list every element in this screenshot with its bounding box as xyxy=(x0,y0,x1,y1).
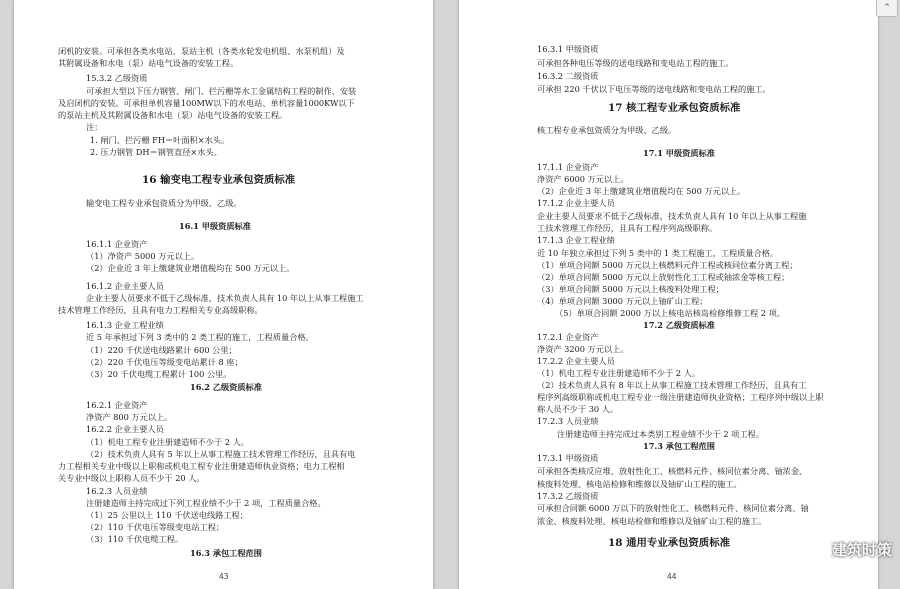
text-line: 注册建造师主持完成过本类别工程业绩不少于 2 项工程。 xyxy=(557,429,764,439)
text-line: 16.3.2 二级资质 xyxy=(537,71,599,81)
text-line: 及启闭机的安装。可承担单机容量100MW以下的水电站、单机容量1000KW以下 xyxy=(58,98,355,108)
section-heading: 18 通用专业承包资质标准 xyxy=(608,537,730,549)
text-line: （2）220 千伏电压等级变电站累计 8 座； xyxy=(86,357,243,367)
text-line: 17.1.1 企业资产 xyxy=(537,162,599,172)
document-page-right xyxy=(459,0,878,589)
text-line: 16.3.1 甲级资质 xyxy=(537,44,599,54)
text-line: 企业主要人员要求不低于乙级标准，技术负责人具有 10 年以上从事工程施 xyxy=(537,211,807,221)
text-line: 可承担大型以下压力钢管、闸门、拦污栅等水工金属结构工程的制作、安装 xyxy=(86,86,357,96)
scroll-top-button[interactable] xyxy=(876,0,898,17)
text-line: （2）技术负责人具有 5 年以上从事工程施工技术管理工作经历，且具有电 xyxy=(86,449,356,459)
text-line: 16.1.1 企业资产 xyxy=(86,239,148,249)
text-line: 16.1.2 企业主要人员 xyxy=(86,281,164,291)
text-line: 企业主要人员要求不低于乙级标准，技术负责人具有 10 年以上从事工程施工 xyxy=(86,293,364,303)
watermark-text: 建筑时策 xyxy=(831,541,892,559)
section-heading: 17 核工程专业承包资质标准 xyxy=(608,102,741,114)
text-line: 注： xyxy=(86,122,103,132)
text-line: 2. 压力钢管 DH＝钢管直径×水头。 xyxy=(90,147,222,157)
text-line: 可承担各类核反应堆、放射性化工、核燃料元件、核同位素分离、铀浓金、 xyxy=(537,466,808,476)
text-line: 净资产 6000 万元以上。 xyxy=(537,174,629,184)
section-heading: 17.2 乙级资质标准 xyxy=(643,320,715,330)
text-line: 力工程相关专业中级以上职称或机电工程专业注册建造师执业资格；电力工程相 xyxy=(58,461,345,471)
text-line: （1）机电工程专业注册建造师不少于 2 人。 xyxy=(537,368,700,378)
text-line: 技术管理工作经历，且具有电力工程相关专业高级职称。 xyxy=(58,305,263,315)
text-line: 注册建造师主持完成过下列工程业绩不少于 2 项，工程质量合格。 xyxy=(86,498,326,508)
text-line: 其附属设备和水电（泵）站电气设备的安装工程。 xyxy=(58,58,239,68)
text-line: 净资产 800 万元以上。 xyxy=(86,412,173,422)
text-line: 16.2.3 人员业绩 xyxy=(86,486,148,496)
section-heading: 16.3 承包工程范围 xyxy=(190,548,262,558)
text-line: （1）25 公里以上 110 千伏送电线路工程； xyxy=(86,510,248,520)
section-heading: 16 输变电工程专业承包资质标准 xyxy=(142,174,296,186)
page-number: 44 xyxy=(667,572,677,581)
text-line: 可承担各种电压等级的送电线路和变电站工程的施工。 xyxy=(537,58,734,68)
text-line: （2）单项合同额 5000 万元以上放射性化工工程或铀浓金等核工程； xyxy=(537,272,790,282)
text-line: 16.1.3 企业工程业绩 xyxy=(86,320,164,330)
text-line: （5）单项合同额 2000 万以上核电站核岛检修维修工程 2 项。 xyxy=(555,308,785,318)
text-line: 的泵站主机及其附属设备和水电（泵）站电气设备的安装工程。 xyxy=(58,110,288,120)
text-line: 16.2.1 企业资产 xyxy=(86,400,148,410)
text-line: 17.2.3 人员业绩 xyxy=(537,416,599,426)
text-line: 程序列高级职称或机电工程专业一级注册建造师执业资格；工程序列中级以上职 xyxy=(537,392,824,402)
watermark xyxy=(808,539,892,560)
section-heading: 16.1 甲级资质标准 xyxy=(179,221,251,231)
text-line: （1）净资产 5000 万元以上。 xyxy=(86,251,200,261)
text-line: （2）110 千伏电压等级变电站工程； xyxy=(86,522,225,532)
text-line: （1）220 千伏送电线路累计 600 公里； xyxy=(86,345,237,355)
text-line: （1）单项合同额 5000 万元以上核燃料元件工程或核同位素分离工程； xyxy=(537,260,798,270)
text-line: 近 5 年承担过下列 3 类中的 2 类工程的施工，工程质量合格。 xyxy=(86,332,314,342)
text-line: 17.1.3 企业工程业绩 xyxy=(537,235,615,245)
page-content xyxy=(14,0,433,589)
text-line: 17.2.2 企业主要人员 xyxy=(537,356,615,366)
page-number: 43 xyxy=(219,572,229,581)
text-line: （1）机电工程专业注册建造师不少于 2 人。 xyxy=(86,437,249,447)
text-line: 核工程专业承包资质分为甲级、乙级。 xyxy=(537,125,677,135)
text-line: （2）技术负责人具有 8 年以上从事工程施工技术管理工作经历，且具有工 xyxy=(537,380,807,390)
text-line: 15.3.2 乙级资质 xyxy=(86,73,148,83)
text-line: （3）20 千伏电缆工程累计 100 公里。 xyxy=(86,369,232,379)
text-line: 17.3.1 甲级资质 xyxy=(537,453,599,463)
wechat-icon xyxy=(808,542,828,558)
text-line: 16.2.2 企业主要人员 xyxy=(86,424,164,434)
text-line: 闭机的安装。可承担各类水电站、泵站主机（各类水轮发电机组、水泵机组）及 xyxy=(58,46,345,56)
text-line: 输变电工程专业承包资质分为甲级、乙级。 xyxy=(86,198,242,208)
text-line: 称人员不少于 30 人。 xyxy=(537,404,619,414)
text-line: 17.2.1 企业资产 xyxy=(537,332,599,342)
text-line: 关专业中级以上职称人员不少于 20 人。 xyxy=(58,473,205,483)
scroll-top-icon: ⌃ xyxy=(883,3,891,13)
section-heading: 17.1 甲级资质标准 xyxy=(643,148,715,158)
text-line: （4）单项合同额 3000 万元以上铀矿山工程； xyxy=(537,296,708,306)
section-heading: 16.2 乙级资质标准 xyxy=(190,382,262,392)
text-line: 核废料处理、核电站检修和维修以及铀矿山工程的施工。 xyxy=(537,479,742,489)
text-line: 浓金、核废料处理、核电站检修和维修以及铀矿山工程的施工。 xyxy=(537,516,767,526)
text-line: 净资产 3200 万元以上。 xyxy=(537,344,629,354)
text-line: （2）企业近 3 年上缴建筑业增值税均在 500 万元以上。 xyxy=(537,186,746,196)
text-line: （2）企业近 3 年上缴建筑业增值税均在 500 万元以上。 xyxy=(86,263,295,273)
page-content xyxy=(459,0,878,589)
document-page-left xyxy=(14,0,433,589)
text-line: 可承担合同额 6000 万以下的放射性化工、核燃料元件、核同位素分离、铀 xyxy=(537,503,809,513)
text-line: （3）110 千伏电缆工程。 xyxy=(86,534,184,544)
text-line: 近 10 年独立承担过下列 5 类中的 1 类工程施工，工程质量合格。 xyxy=(537,248,779,258)
text-line: 1. 闸门、拦污栅 FH＝叶面积×水头。 xyxy=(90,135,230,145)
text-line: 17.3.2 乙级资质 xyxy=(537,491,599,501)
text-line: 工技术管理工作经历，且具有工程序列高级职称。 xyxy=(537,223,718,233)
text-line: 可承担 220 千伏以下电压等级的送电线路和变电站工程的施工。 xyxy=(537,84,771,94)
section-heading: 17.3 承包工程范围 xyxy=(643,441,715,451)
text-line: 17.1.2 企业主要人员 xyxy=(537,198,615,208)
text-line: （3）单项合同额 5000 万元以上核废料处理工程； xyxy=(537,284,724,294)
